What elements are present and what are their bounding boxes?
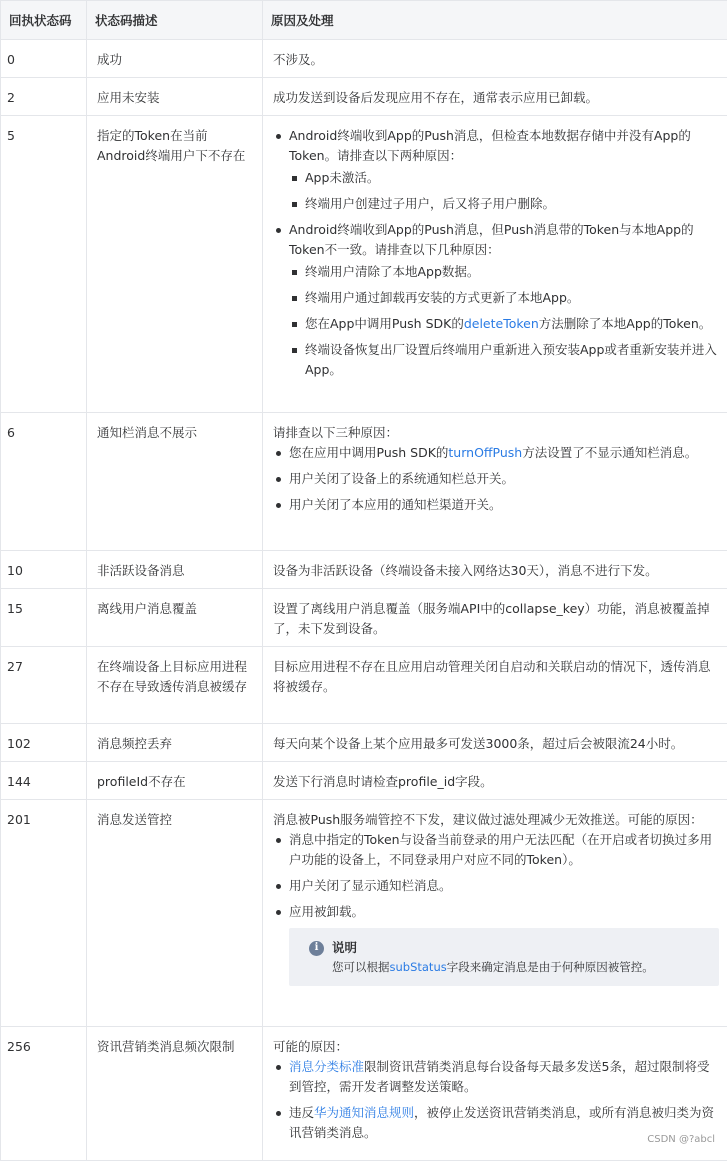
list-item: 用户关闭了设备上的系统通知栏总开关。	[273, 469, 719, 489]
csdn-watermark: CSDN @?abcl	[647, 1134, 715, 1145]
table-row	[1, 589, 727, 647]
list-item	[273, 126, 719, 214]
reason-text: 违反	[289, 1105, 314, 1120]
status-code-cell: 6	[1, 413, 87, 551]
delete-token-link[interactable]: deleteToken	[464, 316, 539, 331]
reason-list	[273, 126, 719, 380]
reason-text: ，被停止发送资讯营销类消息，或所有消息被归类为资讯营销类消息。	[289, 1105, 714, 1140]
reason-list	[273, 443, 719, 515]
sub-reason-list	[289, 262, 719, 380]
list-item	[273, 1057, 719, 1097]
reason-text: 您在App中调用Push SDK的	[305, 316, 464, 331]
reason-cell: 目标应用进程不存在且应用启动管理关闭自启动和关联启动的情况下，透传消息将被缓存。	[263, 647, 727, 724]
note-text: 您可以根据	[332, 960, 390, 974]
status-desc-cell: 非活跃设备消息	[87, 551, 263, 589]
status-desc-cell: 在终端设备上目标应用进程不存在导致透传消息被缓存	[87, 647, 263, 724]
list-item	[289, 314, 719, 334]
table-row	[1, 1027, 727, 1161]
reason-cell	[263, 116, 727, 413]
reason-text: 方法删除了本地App的Token。	[539, 316, 712, 331]
status-code-cell: 256	[1, 1027, 87, 1161]
table-row	[1, 762, 727, 800]
status-code-cell: 5	[1, 116, 87, 413]
reason-list	[273, 1057, 719, 1143]
list-item: 终端用户创建过子用户，后又将子用户删除。	[289, 194, 719, 214]
status-code-cell: 144	[1, 762, 87, 800]
reason-text: Android终端收到App的Push消息，但Push消息带的Token与本地App的Token不一致。请排查以下几种原因：	[289, 222, 694, 257]
reason-intro: 请排查以下三种原因：	[273, 423, 719, 443]
reason-text: Android终端收到App的Push消息，但检查本地数据存储中并没有App的Token。请排查以下两种原因：	[289, 128, 691, 163]
note-box	[289, 928, 719, 986]
reason-text: 限制资讯营销类消息每台设备每天最多发送5条，超过限制将受到管控，需开发者调整发送策略。	[289, 1059, 709, 1094]
status-code-cell: 15	[1, 589, 87, 647]
status-code-cell: 2	[1, 78, 87, 116]
status-code-cell: 27	[1, 647, 87, 724]
status-desc-cell: 资讯营销类消息频次限制	[87, 1027, 263, 1161]
substatus-link[interactable]: subStatus	[390, 960, 447, 974]
info-icon: i	[309, 941, 324, 956]
list-item: 消息中指定的Token与设备当前登录的用户无法匹配（在开启或者切换过多用户功能的设备上，不同登录用户对应不同的Token）。	[273, 830, 719, 870]
reason-text: 方法设置了不显示通知栏消息。	[522, 445, 697, 460]
table-row	[1, 647, 727, 724]
reason-list	[273, 830, 719, 922]
reason-cell: 设备为非活跃设备（终端设备未接入网络达30天），消息不进行下发。	[263, 551, 727, 589]
table-row	[1, 116, 727, 413]
header-status-code: 回执状态码	[1, 1, 87, 40]
list-item: 应用被卸载。	[273, 902, 719, 922]
table-row	[1, 551, 727, 589]
note-body	[309, 958, 705, 976]
reason-cell	[263, 800, 727, 1027]
list-item	[273, 220, 719, 380]
message-classification-link[interactable]: 消息分类标准	[289, 1059, 364, 1074]
header-reason-handling: 原因及处理	[263, 1, 727, 40]
table-row	[1, 800, 727, 1027]
reason-cell: 每天向某个设备上某个应用最多可发送3000条，超过后会被限流24小时。	[263, 724, 727, 762]
table-row	[1, 724, 727, 762]
sub-reason-list	[289, 168, 719, 214]
status-desc-cell: 指定的Token在当前Android终端用户下不存在	[87, 116, 263, 413]
status-desc-cell: 消息频控丢弃	[87, 724, 263, 762]
list-item: App未激活。	[289, 168, 719, 188]
list-item: 用户关闭了显示通知栏消息。	[273, 876, 719, 896]
header-status-description: 状态码描述	[87, 1, 263, 40]
status-desc-cell: 应用未安装	[87, 78, 263, 116]
list-item: 用户关闭了本应用的通知栏渠道开关。	[273, 495, 719, 515]
reason-cell: 成功发送到设备后发现应用不存在，通常表示应用已卸载。	[263, 78, 727, 116]
status-desc-cell: 消息发送管控	[87, 800, 263, 1027]
turn-off-push-link[interactable]: turnOffPush	[448, 445, 522, 460]
reason-cell: 发送下行消息时请检查profile_id字段。	[263, 762, 727, 800]
huawei-notification-rules-link[interactable]: 华为通知消息规则	[314, 1105, 414, 1120]
list-item: 终端用户通过卸载再安装的方式更新了本地App。	[289, 288, 719, 308]
note-header	[309, 938, 705, 958]
note-title: 说明	[332, 938, 357, 958]
note-text: 字段来确定消息是由于何种原因被管控。	[447, 960, 654, 974]
status-code-cell: 0	[1, 40, 87, 78]
table-row	[1, 413, 727, 551]
reason-text: 您在应用中调用Push SDK的	[289, 445, 448, 460]
reason-cell: 不涉及。	[263, 40, 727, 78]
status-desc-cell: 成功	[87, 40, 263, 78]
status-desc-cell: 通知栏消息不展示	[87, 413, 263, 551]
list-item	[273, 443, 719, 463]
status-desc-cell: profileId不存在	[87, 762, 263, 800]
table-header-row	[1, 1, 727, 40]
list-item: 终端用户清除了本地App数据。	[289, 262, 719, 282]
list-item: 终端设备恢复出厂设置后终端用户重新进入预安装App或者重新安装并进入App。	[289, 340, 719, 380]
reason-intro: 可能的原因：	[273, 1037, 719, 1057]
status-code-cell: 10	[1, 551, 87, 589]
reason-intro: 消息被Push服务端管控不下发，建议做过滤处理减少无效推送。可能的原因：	[273, 810, 719, 830]
table-row	[1, 40, 727, 78]
reason-cell	[263, 413, 727, 551]
reason-cell: 设置了离线用户消息覆盖（服务端API中的collapse_key）功能，消息被覆盖掉了，未下发到设备。	[263, 589, 727, 647]
status-desc-cell: 离线用户消息覆盖	[87, 589, 263, 647]
table-row	[1, 78, 727, 116]
status-code-cell: 102	[1, 724, 87, 762]
status-code-cell: 201	[1, 800, 87, 1027]
